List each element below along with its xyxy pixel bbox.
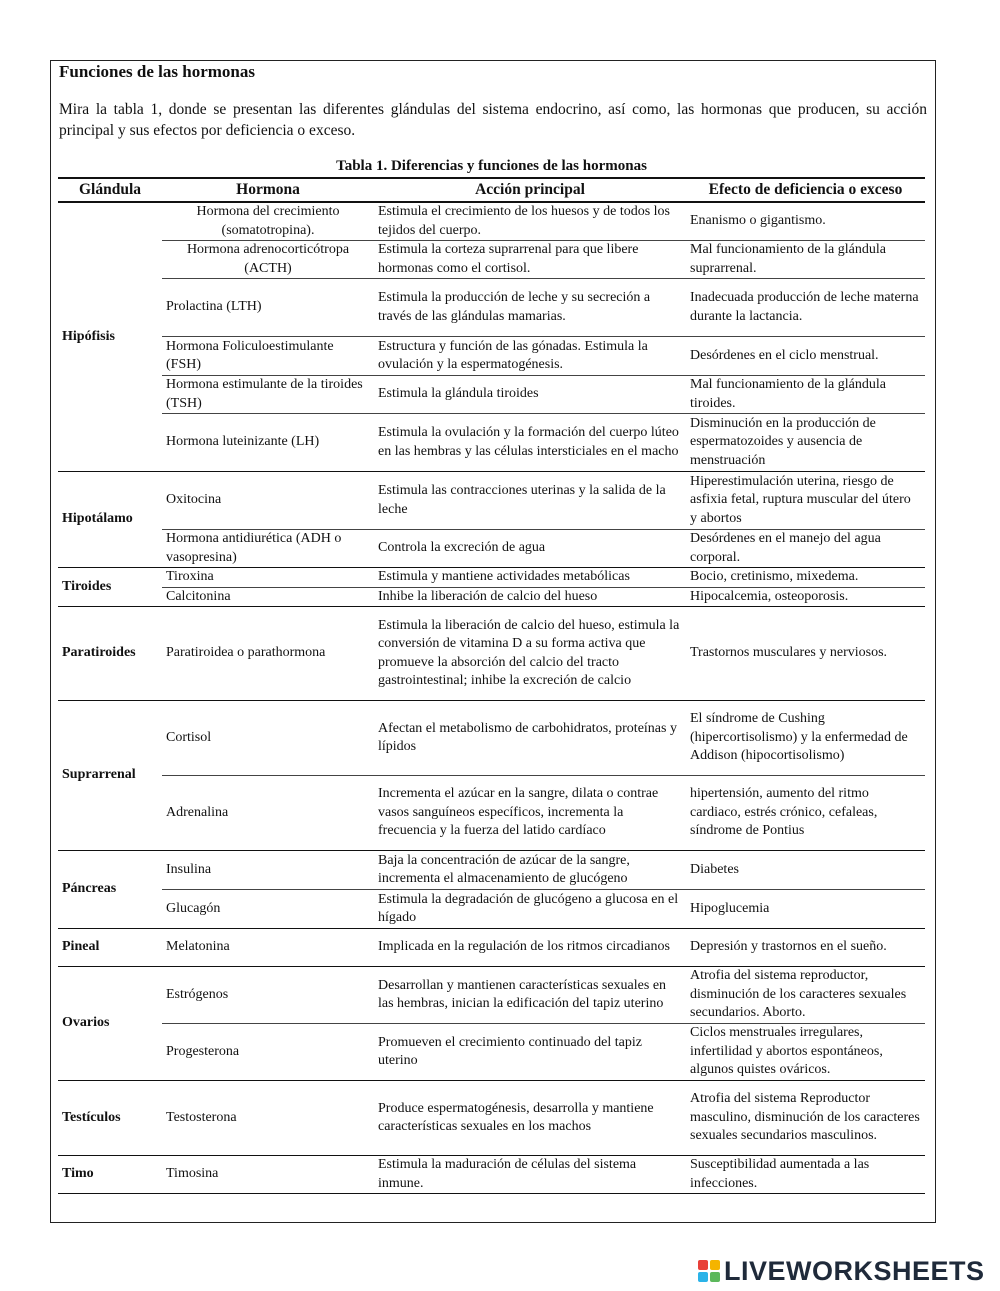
action-cell: Implicada en la regulación de los ritmos circadianos — [374, 929, 686, 967]
action-cell: Afectan el metabolismo de carbohidratos, proteínas y lípidos — [378, 720, 677, 754]
table-body — [58, 202, 925, 1194]
hormone-cell: Cortisol — [166, 729, 212, 745]
hormone-cell: Melatonina — [162, 929, 374, 967]
intro-paragraph: Mira la tabla 1, donde se presentan las diferentes glándulas del sistema endocrino, así como, las hormonas que producen, su acción principal y sus efectos por deficiencia o exceso. — [59, 101, 927, 139]
action-cell: Incrementa el azúcar en la sangre, dilata o contrae vasos sanguíneos específicos, incrementa la frecuencia y la fuerza del latido cardíaco — [374, 776, 686, 851]
effect-cell: Depresión y trastornos en el sueño. — [686, 929, 925, 967]
hormones-table — [58, 177, 925, 1194]
action-cell: Estimula las contracciones uterinas y la salida de la leche — [378, 483, 666, 517]
action-cell: Promueven el crecimiento continuado del tapiz uterino — [374, 1024, 686, 1081]
hormone-cell: Hormona luteinizante (LH) — [162, 414, 374, 472]
header-effect: Efecto de deficiencia o exceso — [686, 178, 925, 202]
table-row — [58, 376, 925, 414]
effect-cell: Diabetes — [690, 861, 739, 877]
logo-square-icon — [710, 1260, 720, 1270]
table-row — [58, 530, 925, 568]
action-cell: Produce espermatogénesis, desarrolla y mantiene características sexuales en los machos — [374, 1081, 686, 1156]
effect-cell: El síndrome de Cushing (hipercortisolismo) y la enfermedad de Addison (hipocortisolismo) — [690, 711, 908, 764]
gland-cell: Timo — [58, 1156, 162, 1194]
hormone-cell: Hormona estimulante de la tiroides (TSH) — [162, 376, 374, 414]
hormone-cell: Hormona adrenocorticótropa (ACTH) — [162, 241, 374, 279]
hormone-cell: Paratiroidea o parathormona — [162, 607, 374, 701]
table-row — [58, 1156, 925, 1194]
header-hormone: Hormona — [162, 178, 374, 202]
action-cell: Controla la excreción de agua — [374, 530, 686, 568]
action-cell: Estimula el crecimiento de los huesos y de todos los tejidos del cuerpo. — [378, 204, 671, 238]
hormone-cell: Calcitonina — [162, 587, 374, 607]
logo-square-icon — [710, 1272, 720, 1282]
liveworksheets-logo — [698, 1256, 985, 1286]
effect-cell: Desórdenes en el ciclo menstrual. — [686, 337, 925, 376]
hormone-cell: Progesterona — [162, 1024, 374, 1081]
hormone-cell: Oxitocina — [166, 492, 222, 508]
gland-cell: Hipófisis — [58, 202, 162, 472]
gland-cell: Testículos — [58, 1081, 162, 1156]
table-row — [58, 1081, 925, 1156]
effect-cell: Bocio, cretinismo, mixedema. — [690, 569, 859, 584]
action-cell: Inhibe la liberación de calcio del hueso — [374, 587, 686, 607]
action-cell: Estimula y mantiene actividades metabólicas — [378, 569, 630, 584]
table-row — [58, 851, 925, 890]
effect-cell: Hiperestimulación uterina, riesgo de asfixia fetal, ruptura muscular del útero y abortos — [690, 473, 911, 526]
logo-square-icon — [698, 1272, 708, 1282]
hormone-cell: Adrenalina — [162, 776, 374, 851]
action-cell: Desarrollan y mantienen características sexuales en las hembras, inician la edificación del tapiz uterino — [378, 977, 667, 1011]
gland-cell: Tiroides — [58, 568, 162, 607]
table-row — [58, 337, 925, 376]
table-row — [58, 202, 925, 241]
effect-cell: Hipoglucemia — [686, 890, 925, 929]
action-cell: Estimula la degradación de glucógeno a glucosa en el hígado — [374, 890, 686, 929]
action-cell: Estructura y función de las gónadas. Estimula la ovulación y la espermatogénesis. — [374, 337, 686, 376]
table-row — [58, 279, 925, 337]
gland-cell: Ovarios — [58, 967, 162, 1081]
action-cell: Estimula la producción de leche y su secreción a través de las glándulas mamarias. — [374, 279, 686, 337]
table-row — [58, 701, 925, 776]
hormone-cell: Hormona Foliculoestimulante (FSH) — [162, 337, 374, 376]
action-cell: Estimula la liberación de calcio del hueso, estimula la conversión de vitamina D a su forma activa que promueve la absorción del calcio del tracto gastrointestinal; inhibe la excreción de calcio — [374, 607, 686, 701]
effect-cell: Disminución en la producción de espermatozoides y ausencia de menstruación — [686, 414, 925, 472]
table-row — [58, 1024, 925, 1081]
action-cell: Estimula la corteza suprarrenal para que libere hormonas como el cortisol. — [374, 241, 686, 279]
gland-cell: Paratiroides — [58, 607, 162, 701]
effect-cell: Mal funcionamiento de la glándula suprarrenal. — [686, 241, 925, 279]
effect-cell: Atrofia del sistema reproductor, disminución de los caracteres sexuales secundarios. Aborto. — [690, 968, 907, 1021]
effect-cell: Trastornos musculares y nerviosos. — [686, 607, 925, 701]
hormone-cell: Timosina — [162, 1156, 374, 1194]
effect-cell: Susceptibilidad aumentada a las infecciones. — [686, 1156, 925, 1194]
action-cell: Estimula la ovulación y la formación del cuerpo lúteo en las hembras y las células intersticiales en el macho — [374, 414, 686, 472]
gland-cell: Hipotálamo — [58, 472, 162, 568]
table-header-row — [58, 178, 925, 202]
table-row — [58, 929, 925, 967]
table-caption: Tabla 1. Diferencias y funciones de las hormonas — [336, 158, 647, 174]
table-row — [58, 568, 925, 588]
action-cell: Baja la concentración de azúcar de la sangre, incrementa el almacenamiento de glucógeno — [378, 852, 630, 886]
gland-cell: Páncreas — [58, 851, 162, 929]
header-action: Acción principal — [374, 178, 686, 202]
table-row — [58, 967, 925, 1024]
effect-cell: hipertensión, aumento del ritmo cardiaco, estrés crónico, cefaleas, síndrome de Pontius — [686, 776, 925, 851]
effect-cell: Hipocalcemia, osteoporosis. — [686, 587, 925, 607]
hormone-cell: Testosterona — [162, 1081, 374, 1156]
table-row — [58, 890, 925, 929]
hormone-cell: Prolactina (LTH) — [162, 279, 374, 337]
action-cell: Estimula la maduración de células del sistema inmune. — [374, 1156, 686, 1194]
effect-cell: Desórdenes en el manejo del agua corporal. — [686, 530, 925, 568]
hormone-cell: Hormona del crecimiento (somatotropina). — [196, 204, 340, 238]
hormone-cell: Glucagón — [162, 890, 374, 929]
gland-cell: Pineal — [58, 929, 162, 967]
table-row — [58, 414, 925, 472]
hormone-cell: Insulina — [166, 861, 212, 877]
table-row — [58, 241, 925, 279]
logo-text: LIVEWORKSHEETS — [724, 1255, 985, 1286]
page-title: Funciones de las hormonas — [59, 62, 255, 81]
effect-cell: Mal funcionamiento de la glándula tiroides. — [686, 376, 925, 414]
effect-cell: Enanismo o gigantismo. — [690, 213, 826, 229]
header-gland: Glándula — [58, 178, 162, 202]
hormone-cell: Hormona antidiurética (ADH o vasopresina) — [162, 530, 374, 568]
table-row — [58, 587, 925, 607]
logo-mark-icon — [698, 1260, 720, 1282]
action-cell: Estimula la glándula tiroides — [374, 376, 686, 414]
table-row — [58, 776, 925, 851]
effect-cell: Atrofia del sistema Reproductor masculino, disminución de los caracteres sexuales secundarios masculinos. — [686, 1081, 925, 1156]
hormone-cell: Tiroxina — [166, 569, 214, 584]
gland-cell: Suprarrenal — [58, 701, 162, 851]
hormone-cell: Estrógenos — [166, 986, 229, 1002]
effect-cell: Inadecuada producción de leche materna durante la lactancia. — [686, 279, 925, 337]
table-row — [58, 472, 925, 530]
logo-square-icon — [698, 1260, 708, 1270]
effect-cell: Ciclos menstruales irregulares, infertilidad y abortos espontáneos, algunos quistes ováricos. — [686, 1024, 925, 1081]
table-row — [58, 607, 925, 701]
